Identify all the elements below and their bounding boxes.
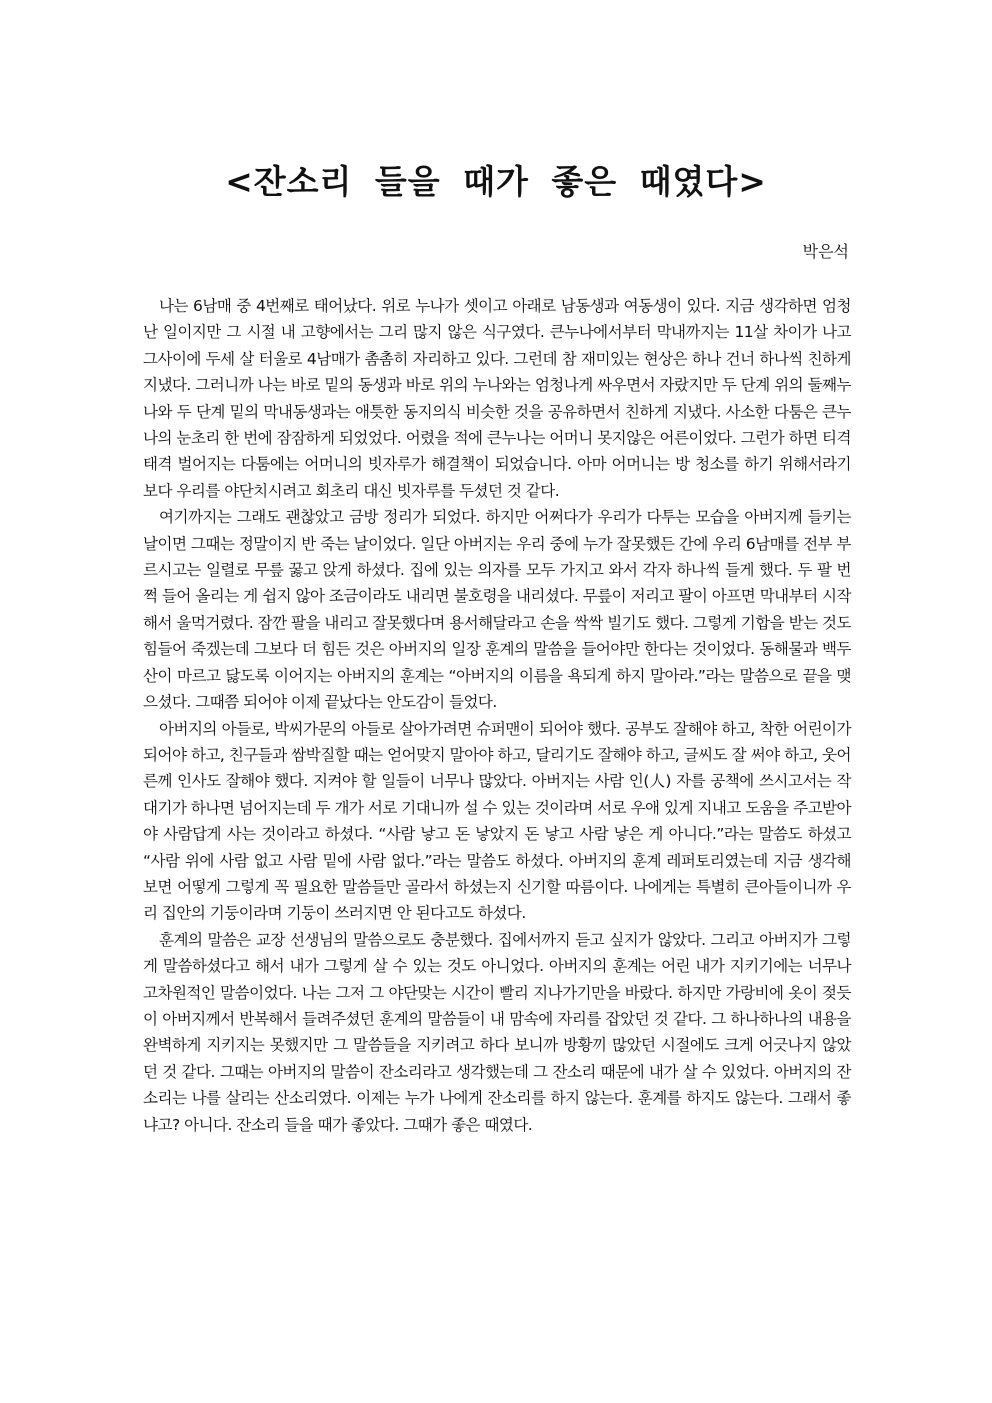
paragraph-1: 나는 6남매 중 4번째로 태어났다. 위로 누나가 셋이고 아래로 남동생과 여동생이 있다. 지금 생각하면 엄청난 일이지만 그 시절 내 고향에서는 그리 많지 않은 식구였다. 큰누나에서부터 막내까지는 11살 차이가 나고 그사이에 두세 살 터울로 4남매가 촘촘히 자리하고 있다. 그런데 참 재미있는 현상은 하나 건너 하나씩 친하게 지냈다. 그러니까 나는 바로 밑의 동생과 바로 위의 누나와는 엄청나게 싸우면서 자랐지만 두 단계 위의 둘째누나와 두 단계 밑의 막내동생과는 애틋한 동지의식 비슷한 것을 공유하면서 친하게 지냈다. 사소한 다툼은 큰누나의 눈초리 한 번에 잠잠하게 되었었다. 어렸을 적에 큰누나는 어머니 못지않은 어른이었다. 그런가 하면 티격태격 벌어지는 다툼에는 어머니의 빗자루가 해결책이 되었습니다. 아마 어머니는 방 청소를 하기 위해서라기보다 우리를 야단치시려고 회초리 대신 빗자루를 두셨던 것 같다. bbox=[143, 297, 851, 500]
paragraph-2: 여기까지는 그래도 괜찮았고 금방 정리가 되었다. 하지만 어쩌다가 우리가 다투는 모습을 아버지께 들키는 날이면 그때는 정말이지 반 죽는 날이었다. 일단 아버지는 우리 중에 누가 잘못했든 간에 우리 6남매를 전부 부르시고는 일렬로 무릎 꿇고 앉게 하셨다. 집에 있는 의자를 모두 가지고 와서 각자 하나씩 들게 했다. 두 팔 번쩍 들어 올리는 게 쉽지 않아 조금이라도 내리면 불호령을 내리셨다. 무릎이 저리고 팔이 아프면 막내부터 시작해서 울먹거렸다. 잠깐 팔을 내리고 잘못했다며 용서해달라고 손을 싹싹 빌기도 했다. 그렇게 기합을 받는 것도 힘들어 죽겠는데 그보다 더 힘든 것은 아버지의 일장 훈계의 말씀을 들어야만 한다는 것이었다. 동해물과 백두산이 마르고 닳도록 이어지는 아버지의 훈계는 “아버지의 이름을 욕되게 하지 말아라.”라는 말씀으로 끝을 맺으셨다. 그때쯤 되어야 이제 끝났다는 안도감이 들었다. bbox=[143, 508, 851, 712]
paragraph-4: 훈계의 말씀은 교장 선생님의 말씀으로도 충분했다. 집에서까지 듣고 싶지가 않았다. 그리고 아버지가 그렇게 말씀하셨다고 해서 내가 그렇게 살 수 있는 것도 아니었다. 아버지의 훈계는 어린 내가 지키기에는 너무나 고차원적인 말씀이었다. 나는 그저 그 야단맞는 시간이 빨리 지나가기만을 바랐다. 하지만 가랑비에 옷이 젖듯이 아버지께서 반복해서 들려주셨던 훈계의 말씀들이 내 맘속에 자리를 잡았던 것 같다. 그 하나하나의 내용을 완벽하게 지키지는 못했지만 그 말씀들을 지키려고 하다 보니까 방황끼 많았던 시절에도 크게 어긋나지 않았던 것 같다. 그때는 아버지의 말씀이 잔소리라고 생각했는데 그 잔소리 때문에 내가 살 수 있었다. 아버지의 잔소리는 나를 살리는 산소리였다. 이제는 누가 나에게 잔소리를 하지 않는다. 훈계를 하지도 않는다. 그래서 좋냐고? 아니다. 잔소리 들을 때가 좋았다. 그때가 좋은 때였다. bbox=[143, 930, 851, 1134]
essay-body bbox=[143, 293, 851, 1138]
paragraph-3: 아버지의 아들로, 박씨가문의 아들로 살아가려면 슈퍼맨이 되어야 했다. 공부도 잘해야 하고, 착한 어린이가 되어야 하고, 친구들과 쌈박질할 때는 얻어맞지 말아야 하고, 달리기도 잘해야 하고, 글씨도 잘 써야 하고, 웃어른께 인사도 잘해야 했다. 지켜야 할 일들이 너무나 많았다. 아버지는 사람 인(人) 자를 공책에 쓰시고서는 작대기가 하나면 넘어지는데 두 개가 서로 기대니까 설 수 있는 것이라며 서로 우애 있게 지내고 도움을 주고받아야 사람답게 사는 것이라고 하셨다. “사람 낳고 돈 낳았지 돈 낳고 사람 낳은 게 아니다.”라는 말씀도 하셨고 “사람 위에 사람 없고 사람 밑에 사람 없다.”라는 말씀도 하셨다. 아버지의 훈계 레퍼토리였는데 지금 생각해 보면 어떻게 그렇게 꼭 필요한 말씀들만 골라서 하셨는지 신기할 따름이다. 나에게는 특별히 큰아들이니까 우리 집안의 기둥이라며 기둥이 쓰러지면 안 된다고도 하셨다. bbox=[143, 719, 851, 923]
page-title: <잔소리 들을 때가 좋은 때였다> bbox=[225, 162, 767, 201]
author-name: 박은석 bbox=[802, 242, 849, 261]
